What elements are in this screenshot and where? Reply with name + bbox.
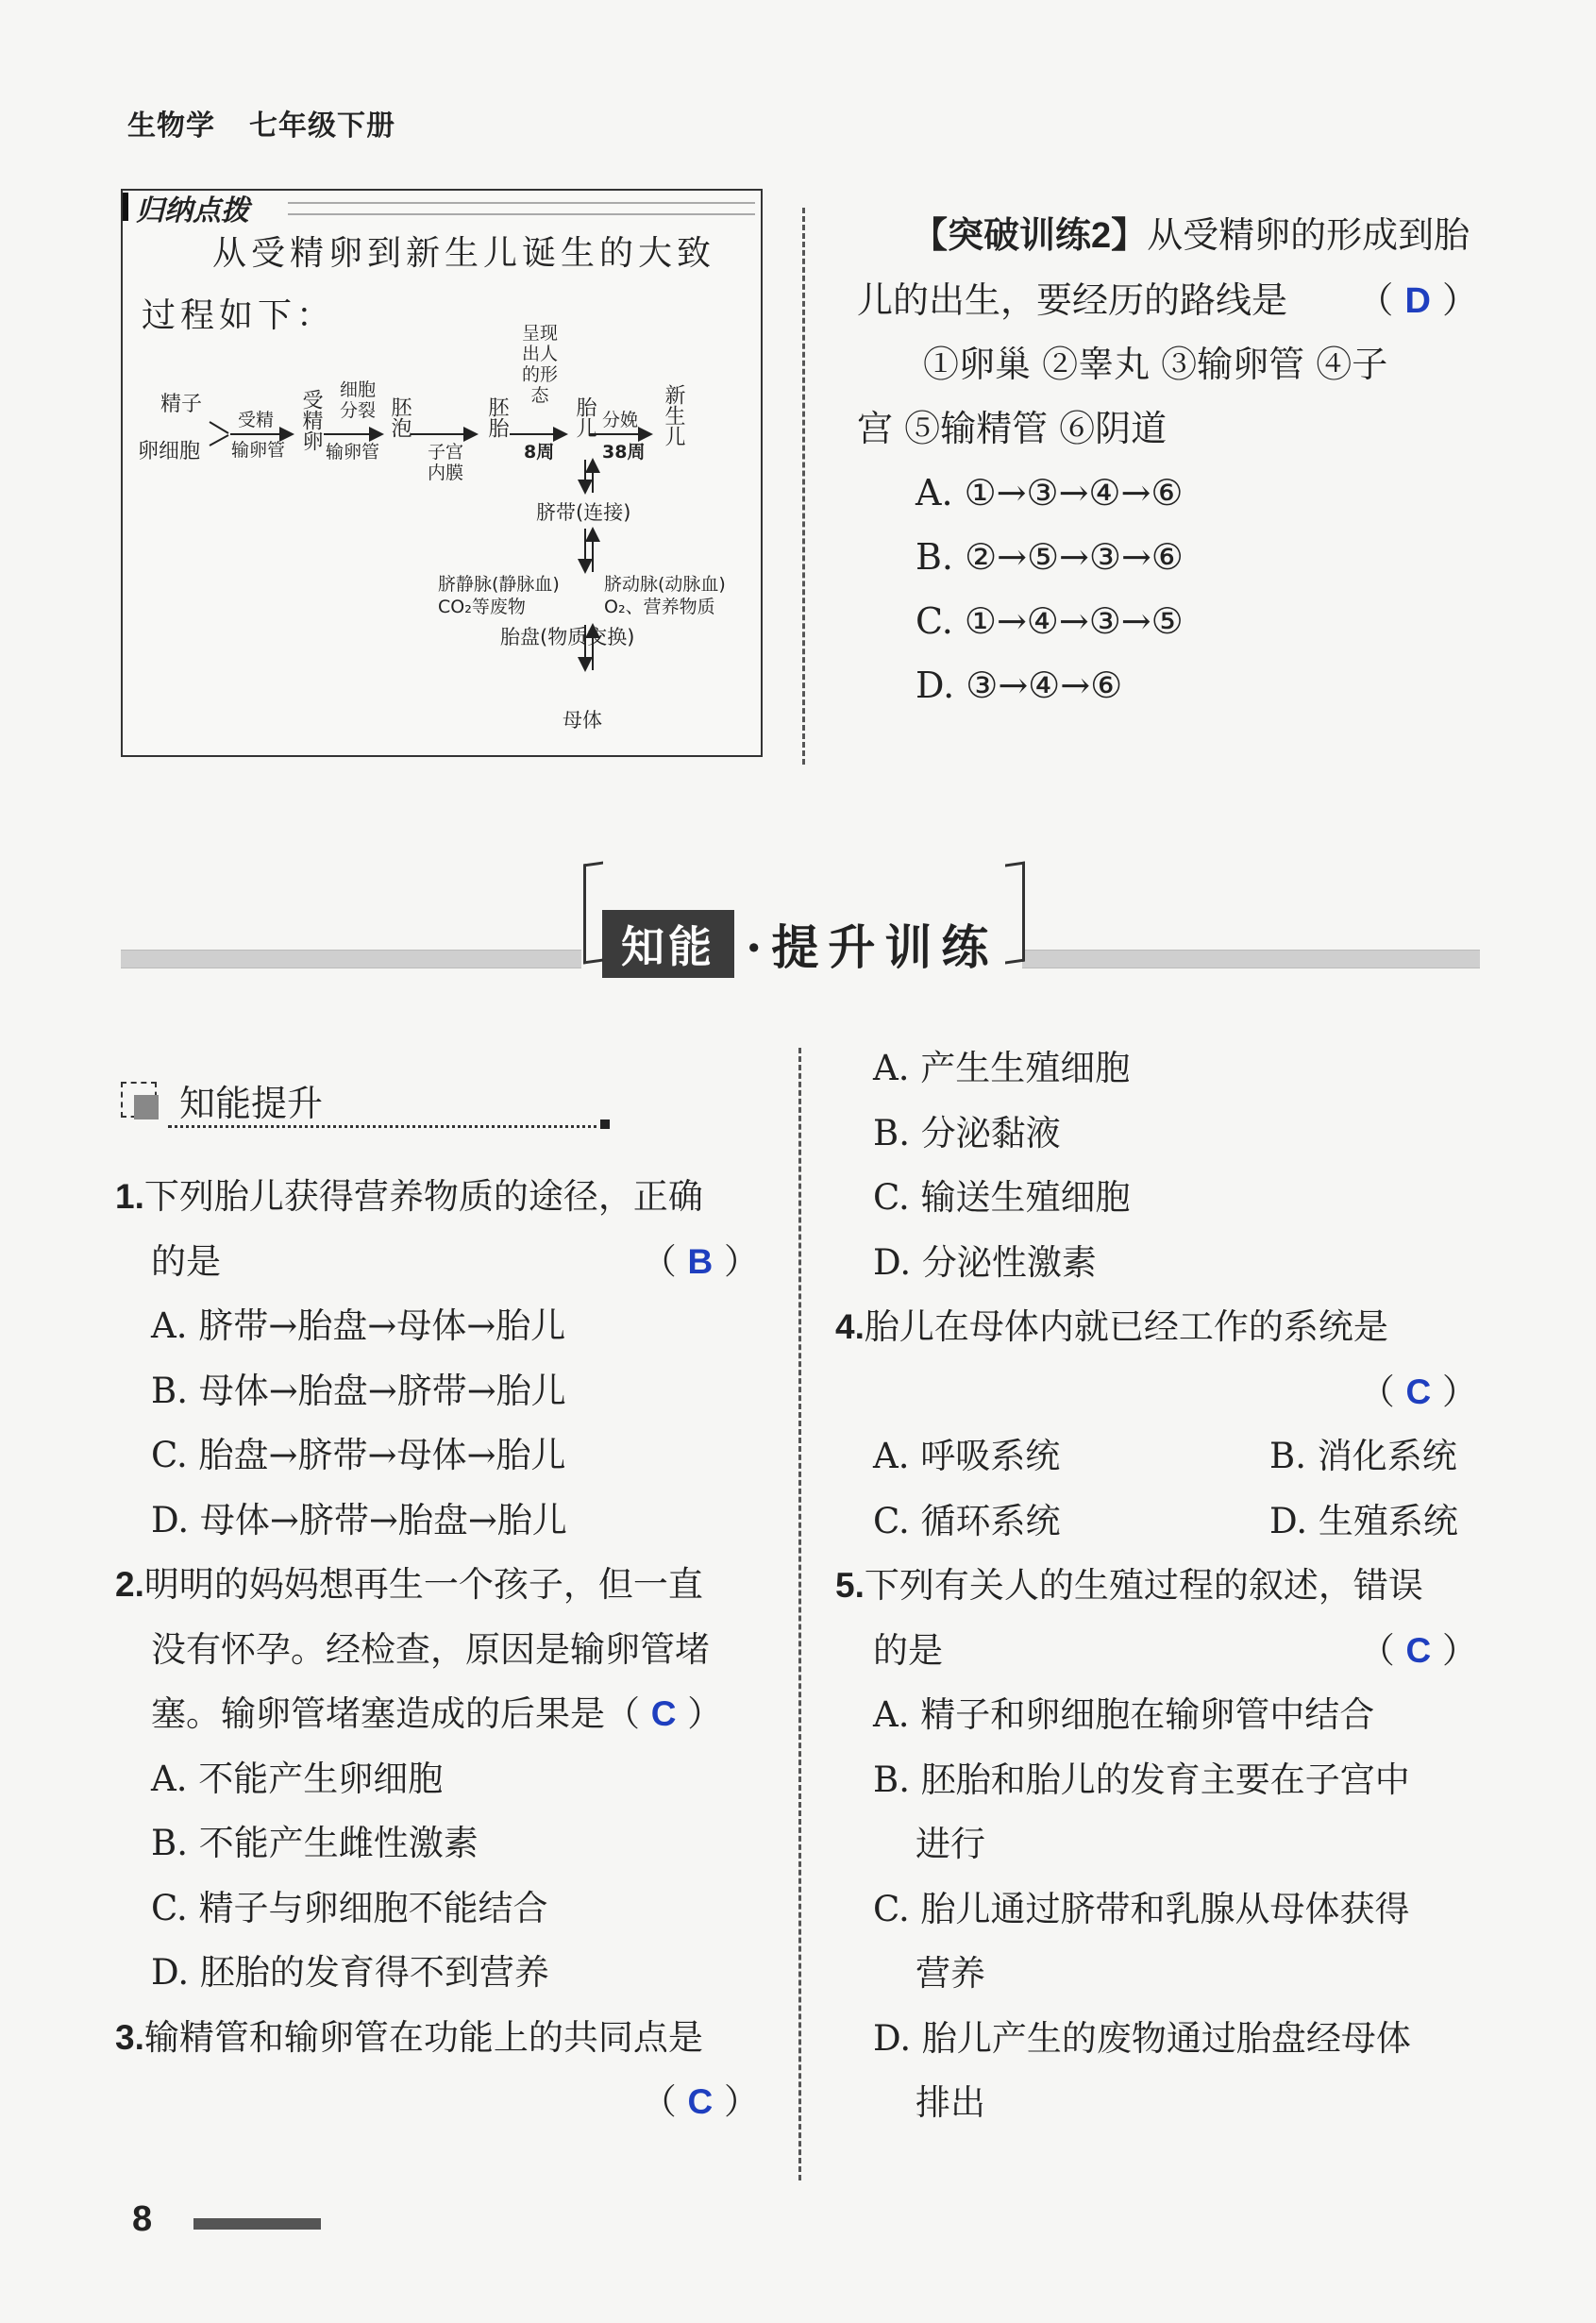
q3-option-a: A. 产生生殖细胞 xyxy=(873,1048,1131,1088)
q4-option-d: D. 生殖系统 xyxy=(1269,1500,1458,1541)
breakthrough-text-1: 从受精卵的形成到胎 xyxy=(1147,214,1470,256)
q2-option-d: D. 胚胎的发育得不到营养 xyxy=(151,1952,549,1993)
banner-title: ·提升训练 xyxy=(746,919,999,975)
q3-answer: C xyxy=(687,2082,714,2121)
right-column: A. 产生生殖细胞 B. 分泌黏液 C. 输送生殖细胞 D. 分泌性激素 4.胎儿在母体内就已经工作的系统是 （ C ） A. 呼吸系统 B. 消化系统 C. 循环系统 D. 生殖系统 5.下列有关人的生殖过程的叙述，错误 的是 （ C ） A. 精子和卵细胞在输卵管中结合 B. 胚胎和胎儿的发育主要在子宫中 进行 C. 胎儿通过脐带和乳腺从母体获得 营养 D. 胎儿产生的废物通过胎盘经母体 排出 xyxy=(835,1036,1477,2136)
q4-option-c: C. 循环系统 xyxy=(873,1500,1061,1541)
q2-answer: C xyxy=(650,1694,677,1733)
breakthrough-option-c: C. ①→④→③→⑤ xyxy=(916,600,1184,642)
banner-bracket-right xyxy=(1005,862,1025,965)
breakthrough-answer: D xyxy=(1404,281,1431,321)
flow-placenta: 胎盘(物质交换) xyxy=(500,626,635,648)
page-header xyxy=(127,102,429,143)
column-divider-top xyxy=(802,208,805,765)
subsection-header xyxy=(121,1074,612,1131)
q1-text-1: 下列胎儿获得营养物质的途径，正确 xyxy=(143,1176,703,1217)
q3-option-b: B. 分泌黏液 xyxy=(873,1112,1061,1153)
development-flow-diagram xyxy=(123,323,764,748)
q5-text-1: 下列有关人的生殖过程的叙述，错误 xyxy=(864,1565,1423,1606)
q5-option-d-1: D. 胎儿产生的废物通过胎盘经母体 xyxy=(873,2017,1411,2059)
banner-bracket-left xyxy=(583,862,603,965)
page-number-bar xyxy=(193,2218,321,2230)
flow-fertilize: 受精 xyxy=(238,410,275,430)
banner-bar-left xyxy=(121,950,581,968)
breakthrough-option-b: B. ②→⑤→③→⑥ xyxy=(916,536,1184,578)
flow-embryo: 胚胎 xyxy=(485,396,509,438)
column-divider-bottom xyxy=(798,1048,801,2180)
q5-option-b-1: B. 胚胎和胎儿的发育主要在子宫中 xyxy=(873,1759,1410,1800)
q5-option-c-2: 营养 xyxy=(916,1953,985,1994)
banner-box-label: 知能 xyxy=(602,910,734,978)
q4-option-a: A. 呼吸系统 xyxy=(873,1436,1061,1476)
flow-egg: 卵细胞 xyxy=(138,440,201,463)
flow-birth: 分娩 xyxy=(602,410,639,430)
q5-option-a: A. 精子和卵细胞在输卵管中结合 xyxy=(873,1694,1375,1735)
flow-oviduct-2: 输卵管 xyxy=(326,442,380,463)
q4-text-1: 胎儿在母体内就已经工作的系统是 xyxy=(864,1306,1388,1347)
q5-option-b-2: 进行 xyxy=(916,1824,985,1864)
q2-option-c: C. 精子与卵细胞不能结合 xyxy=(151,1887,548,1928)
q1-answer: B xyxy=(687,1241,714,1281)
summary-rule xyxy=(288,202,755,215)
flow-division: 细胞分裂 xyxy=(339,379,376,421)
flow-8weeks: 8周 xyxy=(524,442,555,463)
flow-artery: 脐动脉(动脉血) xyxy=(604,574,726,595)
flow-oviduct-1: 输卵管 xyxy=(231,440,286,461)
flow-uterus: 子宫内膜 xyxy=(427,442,463,483)
q1-option-c: C. 胎盘→脐带→母体→胎儿 xyxy=(151,1435,566,1475)
subsection-rule-end xyxy=(600,1119,610,1129)
summary-tag: 归纳点拨 xyxy=(128,187,257,228)
breakthrough-items-2: 宫 ⑤输精管 ⑥阴道 xyxy=(857,408,1168,449)
flow-artery-content: O₂、营养物质 xyxy=(604,597,715,617)
q1-option-b: B. 母体→胎盘→脐带→胎儿 xyxy=(151,1370,566,1411)
flow-zygote: 受精卵 xyxy=(299,389,323,451)
q2-text-1: 明明的妈妈想再生一个孩子，但一直 xyxy=(143,1564,703,1605)
breakthrough-text-2: 儿的出生，要经历的路线是 xyxy=(857,279,1288,321)
summary-text: 从受精卵到新生儿诞生的大致过程如下： xyxy=(142,234,716,335)
q2-option-a: A. 不能产生卵细胞 xyxy=(151,1758,444,1799)
flow-mother: 母体 xyxy=(563,709,602,732)
grade-label: 七年级下册 xyxy=(249,109,395,143)
flow-vein-content: CO₂等废物 xyxy=(438,597,526,617)
breakthrough-option-d: D. ③→④→⑥ xyxy=(916,665,1123,706)
q2-text-3: 塞。输卵管堵塞造成的后果是 xyxy=(151,1693,605,1734)
q4-option-b: B. 消化系统 xyxy=(1269,1436,1457,1476)
flow-blastocyst: 胚泡 xyxy=(388,396,412,438)
breakthrough-items-1: ①卵巢 ②睾丸 ③输卵管 ④子 xyxy=(923,344,1388,385)
flow-vein: 脐静脉(静脉血) xyxy=(438,574,560,595)
subject-label: 生物学 xyxy=(127,109,215,143)
q3-number: 3. xyxy=(115,2017,144,2057)
banner-bar-right xyxy=(1022,950,1480,968)
q5-text-2: 的是 xyxy=(873,1629,943,1671)
q3-option-d: D. 分泌性激素 xyxy=(873,1241,1097,1283)
flow-sperm: 精子 xyxy=(160,393,203,416)
flow-38weeks: 38周 xyxy=(602,442,646,463)
subsection-title: 知能提升 xyxy=(179,1083,324,1124)
q1-text-2: 的是 xyxy=(151,1240,221,1282)
breakthrough-question: 【突破训练2】从受精卵的形成到胎 儿的出生，要经历的路线是 （ D ） ①卵巢 ②睾丸 ③输卵管 ④子 宫 ⑤输精管 ⑥阴道 A. ①→③→④→⑥ B. ②→⑤→③→⑥ C. ①→④→③→⑤ D. ③→④→⑥ xyxy=(857,203,1480,717)
q5-option-c-1: C. 胎儿通过脐带和乳腺从母体获得 xyxy=(873,1888,1410,1929)
q5-option-d-2: 排出 xyxy=(916,2082,985,2123)
summary-box xyxy=(121,189,763,757)
q5-number: 5. xyxy=(835,1566,865,1605)
q1-number: 1. xyxy=(115,1177,144,1216)
q2-option-b: B. 不能产生雌性激素 xyxy=(151,1823,479,1863)
q2-number: 2. xyxy=(115,1565,144,1604)
q1-option-a: A. 脐带→胎盘→母体→胎儿 xyxy=(151,1305,566,1346)
q3-option-c: C. 输送生殖细胞 xyxy=(873,1177,1131,1218)
section-banner xyxy=(121,919,1480,1019)
q1-option-d: D. 母体→脐带→胎盘→胎儿 xyxy=(151,1499,567,1540)
subsection-icon-fill xyxy=(134,1095,159,1119)
breakthrough-title: 【突破训练2】 xyxy=(912,216,1148,256)
q2-text-2: 没有怀孕。经检查，原因是输卵管堵 xyxy=(151,1628,710,1670)
q3-text-1: 输精管和输卵管在功能上的共同点是 xyxy=(143,2016,703,2058)
page-number: 8 xyxy=(132,2199,153,2239)
q5-answer: C xyxy=(1405,1630,1432,1670)
flow-form: 呈现出人的形态 xyxy=(521,323,558,406)
flow-cord: 脐带(连接) xyxy=(536,501,631,524)
flow-newborn: 新生儿 xyxy=(662,384,685,446)
left-column: 1.下列胎儿获得营养物质的途径，正确 的是 （ B ） A. 脐带→胎盘→母体→胎儿 B. 母体→胎盘→脐带→胎儿 C. 胎盘→脐带→母体→胎儿 D. 母体→脐带→胎盘→胎儿 2.明明的妈妈想再生一个孩子，但一直 没有怀孕。经检查，原因是输卵管堵 塞。输卵管堵塞造成的后果是（ C ） A. 不能产生卵细胞 B. 不能产生雌性激素 C. 精子与卵细胞不能结合 D. 胚胎的发育得不到营养 3.输精管和输卵管在功能上的共同点是 （ C ） xyxy=(115,1165,766,2135)
flow-fetus: 胎儿 xyxy=(573,396,596,438)
breakthrough-option-a: A. ①→③→④→⑥ xyxy=(916,472,1184,513)
q4-number: 4. xyxy=(835,1307,865,1346)
q4-answer: C xyxy=(1405,1372,1432,1411)
subsection-dotted-rule xyxy=(168,1125,604,1128)
